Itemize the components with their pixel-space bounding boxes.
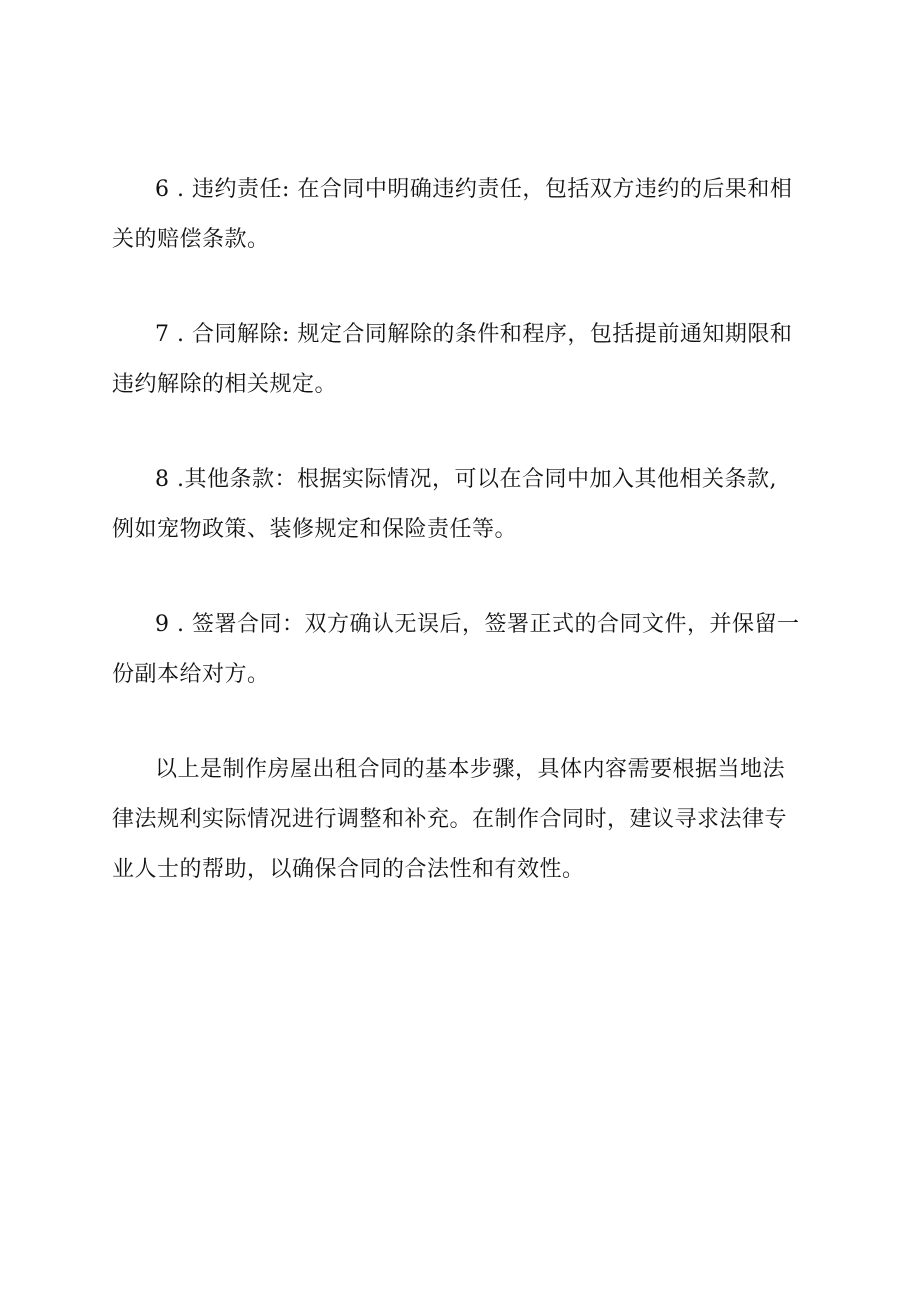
paragraph-line: 6 . 违约责任: 在合同中明确违约责任，包括双方违约的后果和相 [155,177,793,202]
paragraph-line: 律法规利实际情况进行调整和补充。在制作合同时，建议寻求法律专 [112,807,788,832]
paragraph-line: 份副本给对方。 [112,662,270,687]
paragraph-line: 业人士的帮助，以确保合同的合法性和有效性。 [112,857,585,882]
paragraph-item-8-other-clauses [112,455,808,555]
paragraph-line: 9 . 签署合同：双方确认无误后，签署正式的合同文件，并保留一 [155,612,800,637]
paragraph-line: 违约解除的相关规定。 [112,372,338,397]
paragraph-item-7-contract-termination [112,310,808,410]
paragraph-line: 8 .其他条款：根据实际情况，可以在合同中加入其他相关条款, [155,467,777,492]
paragraph-line: 以上是制作房屋出租合同的基本步骤，具体内容需要根据当地法 [155,757,786,782]
paragraph-summary [112,745,808,895]
paragraph-line: 关的赔偿条款。 [112,227,270,252]
paragraph-item-9-sign-contract [112,600,808,700]
paragraph-line: 7 . 合同解除: 规定合同解除的条件和程序，包括提前通知期限和 [155,322,793,347]
paragraph-item-6-breach-liability [112,165,808,265]
paragraph-line: 例如宠物政策、装修规定和保险责任等。 [112,517,518,542]
